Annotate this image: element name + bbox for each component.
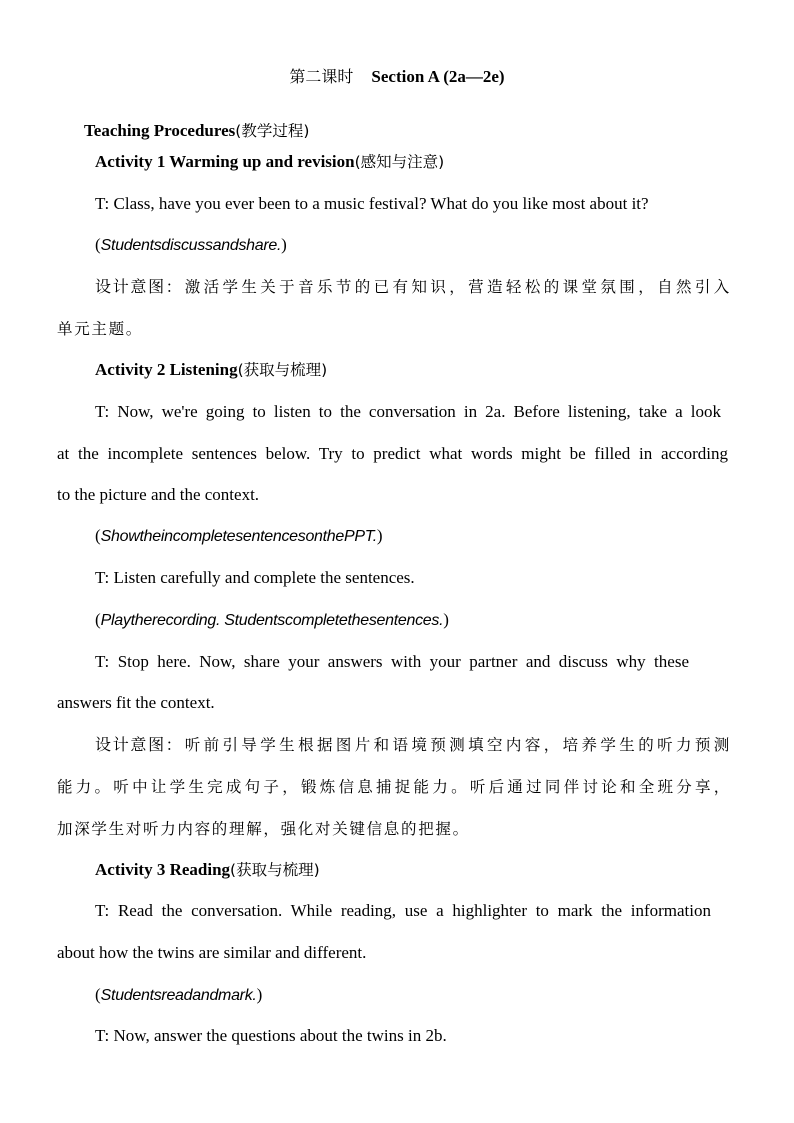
activity-3-teacher-line-3: T: Now, answer the questions about the twins in 2b. bbox=[95, 1026, 447, 1045]
design-intent-label: 设计意图 bbox=[95, 735, 166, 754]
paren-open: ( bbox=[95, 985, 101, 1004]
procedures-heading bbox=[84, 120, 309, 142]
activity-2-title bbox=[95, 359, 327, 381]
activity-2-teacher-line-1: T: Now, we're going to listen to the conversation in 2a. Before listening, take a look bbox=[95, 402, 721, 421]
activity-3-action-1 bbox=[95, 984, 262, 1007]
activity-1-tag: (感知与注意) bbox=[354, 153, 445, 171]
activity-2-teacher-line-3: to the picture and the context. bbox=[57, 485, 260, 504]
activity-2-action-1 bbox=[95, 525, 383, 548]
lesson-title-section: Section A (2a—2e) bbox=[371, 67, 505, 86]
activity-1-title-text: Activity 1 Warming up and revision bbox=[95, 152, 355, 171]
procedures-heading-en: Teaching Procedures bbox=[84, 121, 236, 140]
activity-3-title-text: Activity 3 Reading bbox=[95, 860, 231, 879]
activity-2-teacher-line-5: T: Stop here. Now, share your answers with your partner and discuss why these bbox=[95, 652, 689, 671]
paren-close: ) bbox=[443, 610, 449, 629]
activity-2-design-note-text-1: ：听前引导学生根据图片和语境预测填空内容，培养学生的听力预测 bbox=[165, 736, 731, 754]
activity-2-teacher-line-4: T: Listen carefully and complete the sentences. bbox=[95, 568, 415, 587]
design-intent-label: 设计意图 bbox=[95, 277, 166, 296]
activity-3-teacher-line-1: T: Read the conversation. While reading, use a highlighter to mark the information bbox=[95, 901, 711, 920]
activity-3-action-1-text: Studentsreadandmark. bbox=[100, 987, 257, 1004]
lesson-title-cn: 第二课时 bbox=[289, 67, 354, 86]
lesson-title bbox=[0, 66, 794, 88]
activity-2-design-note-line-2: 能力。听中让学生完成句子，锻炼信息捕捉能力。听后通过同伴讨论和全班分享， bbox=[57, 778, 731, 796]
activity-3-tag: (获取与梳理) bbox=[230, 861, 320, 879]
activity-1-action bbox=[95, 234, 287, 257]
activity-2-design-note-line-1 bbox=[95, 734, 731, 756]
activity-2-title-text: Activity 2 Listening bbox=[95, 360, 238, 379]
activity-2-action-2-text: Playtherecording. Studentscompletethesentences. bbox=[100, 612, 444, 629]
activity-2-teacher-line-2: at the incomplete sentences below. Try to predict what words might be filled in according bbox=[57, 444, 728, 463]
activity-3-teacher-line-2: about how the twins are similar and different. bbox=[57, 943, 367, 962]
paren-close: ) bbox=[256, 985, 263, 1004]
activity-1-design-note-text-1: ：激活学生关于音乐节的已有知识，营造轻松的课堂氛围，自然引入 bbox=[165, 278, 731, 296]
paren-close: ) bbox=[281, 235, 287, 254]
activity-2-teacher-line-6: answers fit the context. bbox=[57, 693, 215, 712]
paren-open: ( bbox=[95, 526, 101, 545]
activity-3-title bbox=[95, 859, 320, 881]
activity-2-design-note-line-3: 加深学生对听力内容的理解，强化对关键信息的把握。 bbox=[57, 820, 470, 838]
activity-1-design-note-line-1 bbox=[95, 276, 731, 298]
activity-2-action-2 bbox=[95, 609, 449, 632]
activity-1-title bbox=[95, 151, 444, 173]
activity-1-design-note-line-2: 单元主题。 bbox=[57, 320, 144, 338]
procedures-heading-cn: (教学过程) bbox=[235, 122, 310, 140]
activity-1-teacher-line: T: Class, have you ever been to a music festival? What do you like most about it? bbox=[95, 194, 649, 213]
paren-open: ( bbox=[95, 610, 101, 629]
activity-2-tag: (获取与梳理) bbox=[237, 361, 328, 379]
activity-1-action-text: Studentsdiscussandshare. bbox=[100, 237, 282, 254]
paren-close: ) bbox=[376, 526, 383, 545]
paren-open: ( bbox=[95, 235, 101, 254]
activity-2-action-1-text: ShowtheincompletesentencesonthePPT. bbox=[100, 528, 377, 545]
